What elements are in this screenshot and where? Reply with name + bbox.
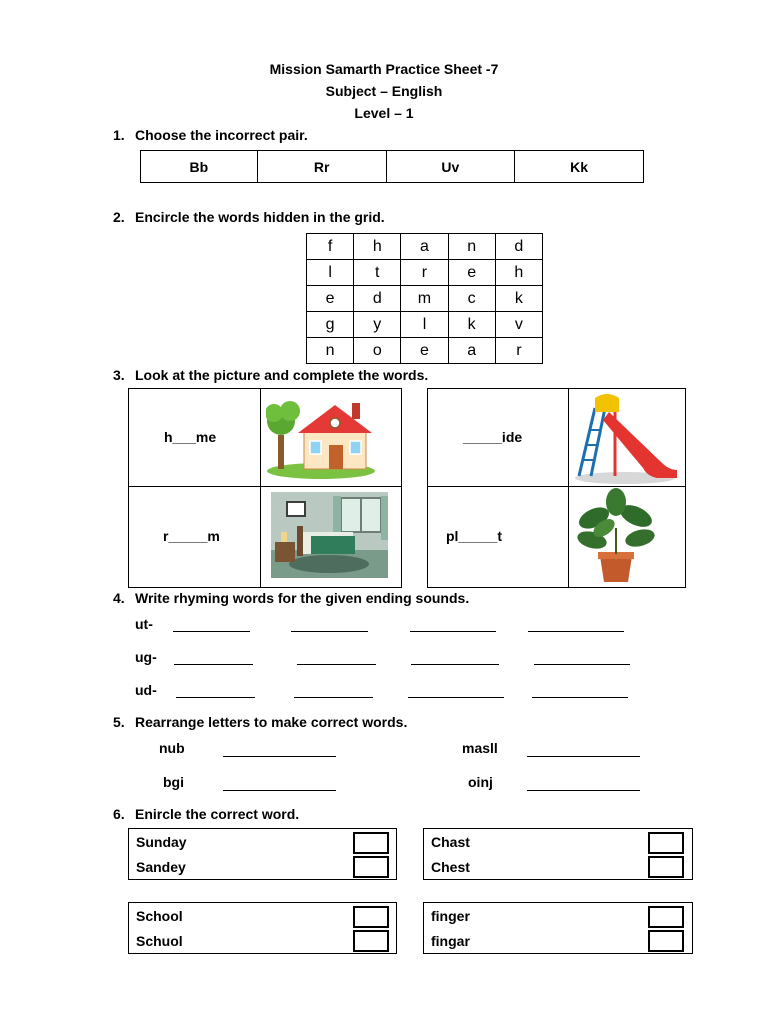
- pair-option[interactable]: Kk: [515, 151, 644, 183]
- worksheet-subject: Subject – English: [325, 83, 443, 99]
- slide-icon: [573, 390, 679, 484]
- pair-option[interactable]: Uv: [386, 151, 515, 183]
- room-icon: [271, 492, 388, 578]
- jumbled-word: oinj: [468, 774, 493, 790]
- grid-letter[interactable]: d: [354, 286, 401, 312]
- question-number: 3.: [113, 367, 125, 383]
- grid-letter[interactable]: a: [401, 234, 448, 260]
- answer-blank[interactable]: [297, 664, 376, 665]
- answer-blank[interactable]: [410, 631, 496, 632]
- jumbled-word: bgi: [163, 774, 184, 790]
- answer-blank[interactable]: [411, 664, 499, 665]
- word-choice-box: [128, 902, 397, 954]
- choice-word: Sunday: [136, 834, 187, 850]
- answer-blank[interactable]: [223, 756, 336, 757]
- grid-letter[interactable]: a: [448, 338, 495, 364]
- question-2: [113, 209, 385, 225]
- answer-blank[interactable]: [527, 756, 640, 757]
- answer-blank[interactable]: [527, 790, 640, 791]
- grid-letter[interactable]: n: [448, 234, 495, 260]
- choice-word: Schuol: [136, 933, 183, 949]
- jumbled-word: masll: [462, 740, 498, 756]
- question-number: 6.: [113, 806, 125, 822]
- answer-checkbox[interactable]: [648, 930, 684, 952]
- answer-blank[interactable]: [174, 664, 253, 665]
- choice-word: Chast: [431, 834, 470, 850]
- question-number: 4.: [113, 590, 125, 606]
- grid-letter[interactable]: h: [495, 260, 542, 286]
- answer-checkbox[interactable]: [648, 906, 684, 928]
- choice-word: Chest: [431, 859, 470, 875]
- grid-letter[interactable]: v: [495, 312, 542, 338]
- grid-letter[interactable]: g: [307, 312, 354, 338]
- answer-blank[interactable]: [223, 790, 336, 791]
- incomplete-word: h___me: [164, 429, 217, 445]
- worksheet-level: Level – 1: [354, 105, 414, 121]
- question-text: Choose the incorrect pair.: [135, 127, 308, 143]
- ending-sound: ut-: [135, 616, 153, 632]
- question-3: [113, 367, 428, 383]
- worksheet-title: Mission Samarth Practice Sheet -7: [269, 61, 499, 77]
- grid-letter[interactable]: l: [307, 260, 354, 286]
- answer-blank[interactable]: [408, 697, 504, 698]
- grid-letter[interactable]: m: [401, 286, 448, 312]
- grid-letter[interactable]: n: [307, 338, 354, 364]
- answer-blank[interactable]: [173, 631, 250, 632]
- question-text: Rearrange letters to make correct words.: [135, 714, 408, 730]
- question-number: 1.: [113, 127, 125, 143]
- grid-letter[interactable]: f: [307, 234, 354, 260]
- question-number: 2.: [113, 209, 125, 225]
- answer-checkbox[interactable]: [353, 832, 389, 854]
- ending-sound: ug-: [135, 649, 157, 665]
- answer-blank[interactable]: [528, 631, 624, 632]
- choice-word: finger: [431, 908, 470, 924]
- choice-word: Sandey: [136, 859, 186, 875]
- incomplete-word: pl_____t: [446, 528, 503, 544]
- grid-letter[interactable]: e: [401, 338, 448, 364]
- question-5: [113, 714, 407, 730]
- answer-blank[interactable]: [176, 697, 255, 698]
- word-choice-box: [423, 902, 693, 954]
- incomplete-word: _____ide: [463, 429, 523, 445]
- answer-blank[interactable]: [294, 697, 373, 698]
- grid-letter[interactable]: o: [354, 338, 401, 364]
- grid-letter[interactable]: h: [354, 234, 401, 260]
- grid-letter[interactable]: k: [448, 312, 495, 338]
- grid-letter[interactable]: y: [354, 312, 401, 338]
- ending-sound: ud-: [135, 682, 157, 698]
- question-4: [113, 590, 469, 606]
- answer-checkbox[interactable]: [648, 832, 684, 854]
- answer-blank[interactable]: [534, 664, 630, 665]
- answer-blank[interactable]: [291, 631, 368, 632]
- question-1: [113, 127, 308, 143]
- grid-letter[interactable]: k: [495, 286, 542, 312]
- grid-letter[interactable]: r: [495, 338, 542, 364]
- incomplete-word: r_____m: [163, 528, 220, 544]
- answer-checkbox[interactable]: [353, 930, 389, 952]
- choice-word: School: [136, 908, 183, 924]
- house-icon: [266, 395, 376, 479]
- grid-letter[interactable]: t: [354, 260, 401, 286]
- grid-letter[interactable]: c: [448, 286, 495, 312]
- jumbled-word: nub: [159, 740, 185, 756]
- grid-letter[interactable]: d: [495, 234, 542, 260]
- pair-option[interactable]: Bb: [141, 151, 258, 183]
- question-text: Encircle the words hidden in the grid.: [135, 209, 385, 225]
- question-text: Look at the picture and complete the words.: [135, 367, 429, 383]
- question-text: Enircle the correct word.: [135, 806, 300, 822]
- plant-icon: [574, 488, 658, 584]
- word-choice-box: [423, 828, 693, 880]
- question-6: [113, 806, 299, 822]
- choice-word: fingar: [431, 933, 470, 949]
- word-choice-box: [128, 828, 397, 880]
- pair-options-table: [140, 150, 644, 183]
- grid-letter[interactable]: e: [448, 260, 495, 286]
- question-number: 5.: [113, 714, 125, 730]
- answer-checkbox[interactable]: [353, 856, 389, 878]
- answer-checkbox[interactable]: [353, 906, 389, 928]
- grid-letter[interactable]: r: [401, 260, 448, 286]
- answer-checkbox[interactable]: [648, 856, 684, 878]
- grid-letter[interactable]: e: [307, 286, 354, 312]
- word-search-grid: [306, 233, 543, 364]
- pair-option[interactable]: Rr: [257, 151, 386, 183]
- answer-blank[interactable]: [532, 697, 628, 698]
- grid-letter[interactable]: l: [401, 312, 448, 338]
- question-text: Write rhyming words for the given ending sounds.: [135, 590, 470, 606]
